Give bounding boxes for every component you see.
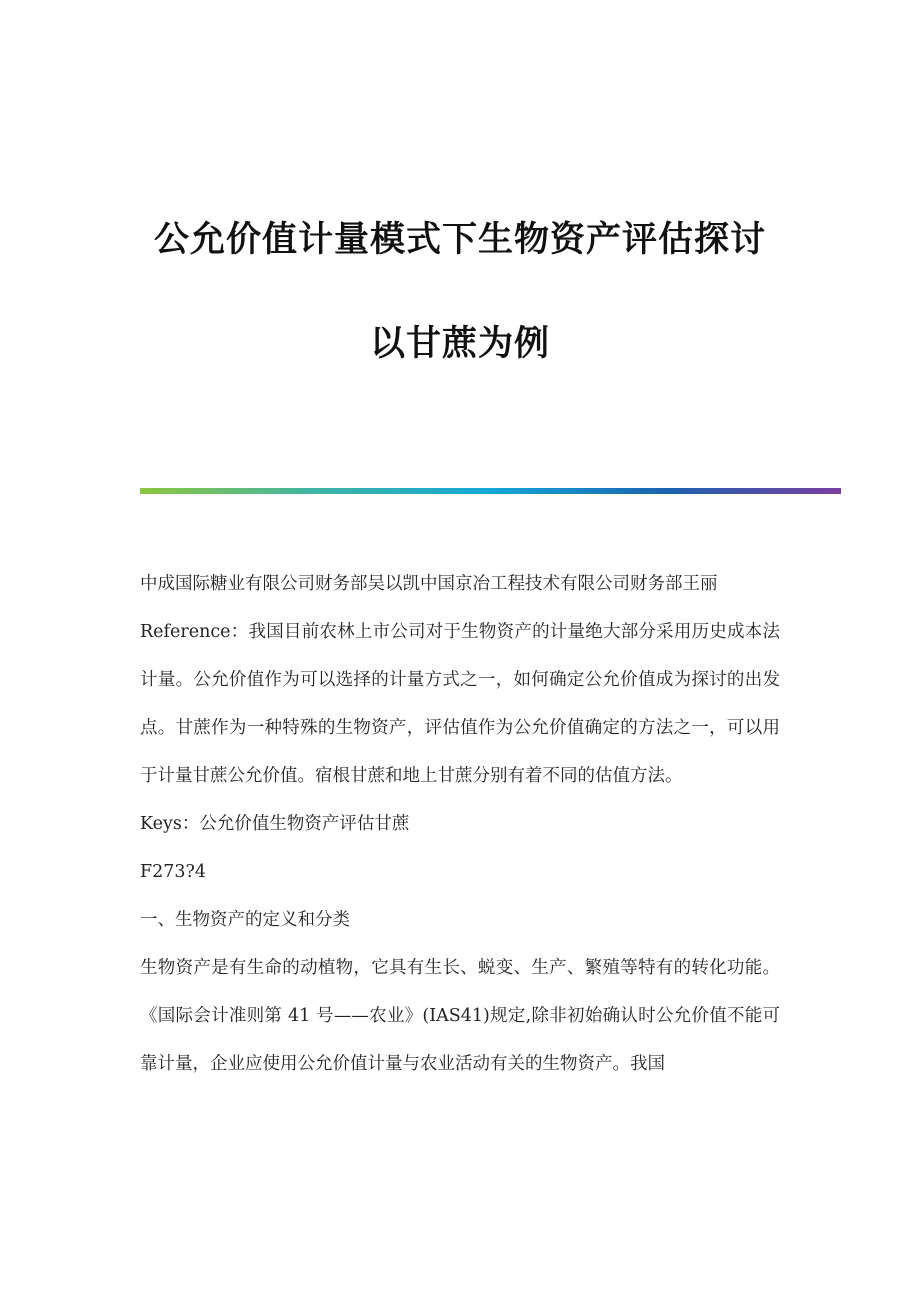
classification-code: F273?4: [140, 862, 207, 882]
section-1-paragraph: 生物资产是有生命的动植物，它具有生长、蜕变、生产、繁殖等特有的转化功能。《国际会计准则第 41 号——农业》(IAS41)规定,除非初始确认时公允价值不能可靠计量，企业应使用公允价值计量与农业活动有关的生物资产。我国: [140, 958, 780, 1074]
abstract-paragraph: Reference：我国目前农林上市公司对于生物资产的计量绝大部分采用历史成本法计量。公允价值作为可以选择的计量方式之一，如何确定公允价值成为探讨的出发点。甘蔗作为一种特殊的生物资产，评估值作为公允价值确定的方法之一，可以用于计量甘蔗公允价值。宿根甘蔗和地上甘蔗分别有着不同的估值方法。: [140, 622, 780, 786]
keywords-line: Keys：公允价值生物资产评估甘蔗: [140, 814, 410, 834]
document-title-line-1: 公允价值计量模式下生物资产评估探讨: [153, 220, 766, 260]
section-1-heading: 一、生物资产的定义和分类: [140, 910, 350, 930]
document-body: [140, 560, 780, 1088]
document-title-line-2: 以甘蔗为例: [369, 324, 550, 364]
authors-line: 中成国际糖业有限公司财务部吴以凯中国京冶工程技术有限公司财务部王丽: [140, 574, 718, 594]
gradient-divider: [140, 488, 841, 494]
